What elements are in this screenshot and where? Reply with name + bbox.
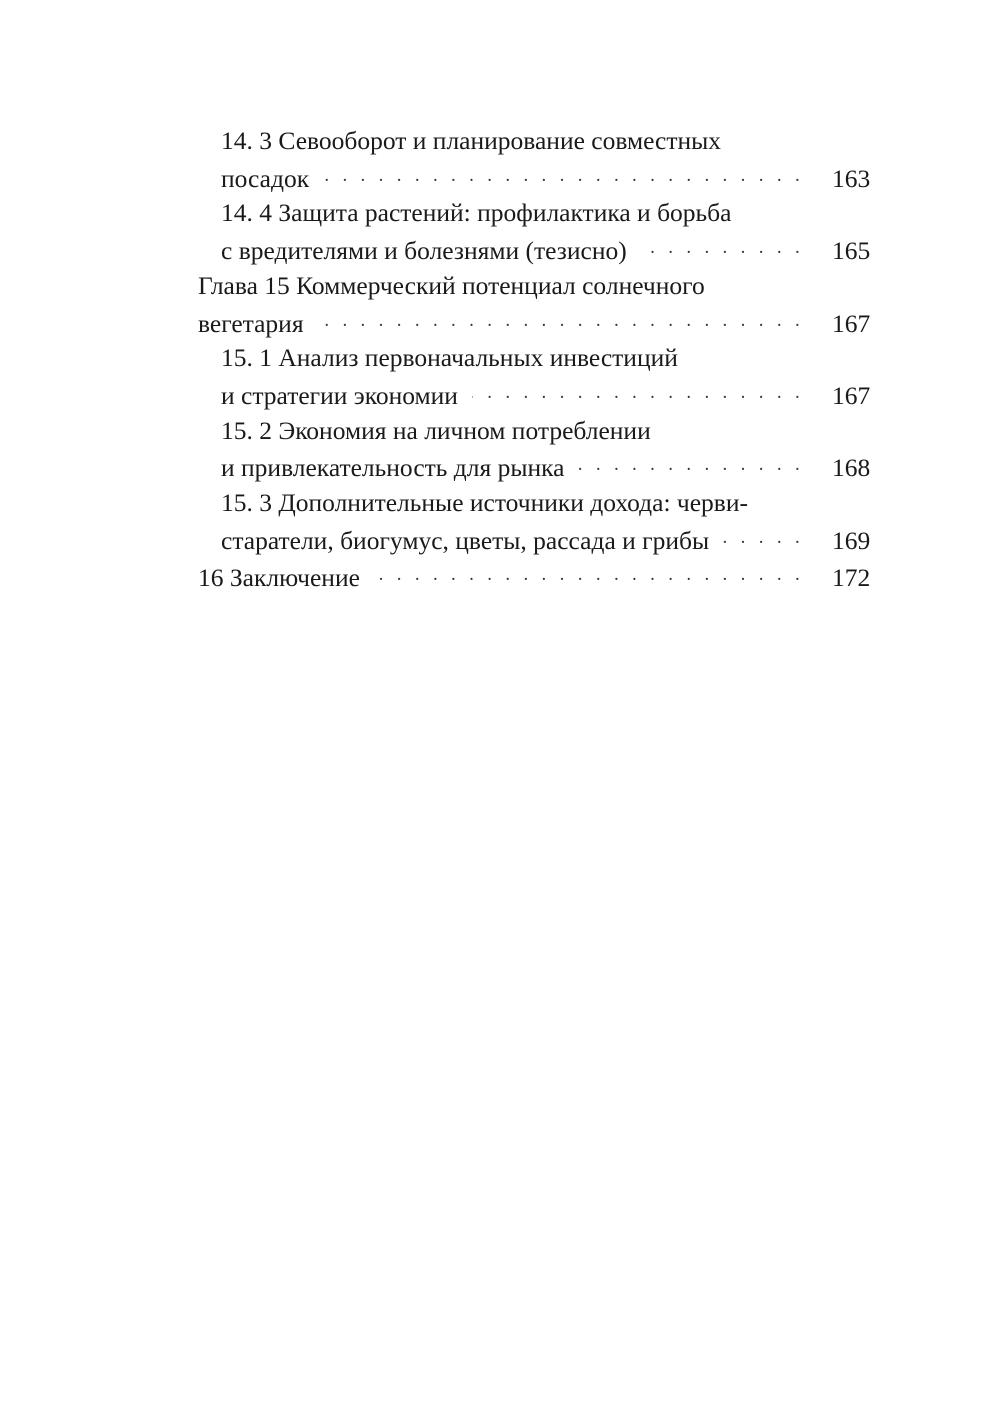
toc-entry-title-continued: вегетария — [198, 308, 304, 338]
toc-entry-title: 15. 1 Анализ первоначальных инвестиций — [221, 343, 678, 373]
toc-page-number: 167 — [832, 308, 871, 338]
toc-page-number: 165 — [832, 236, 871, 266]
dot-leader — [318, 304, 804, 332]
toc-entry-title: 15. 2 Экономия на личном потреблении — [221, 415, 651, 445]
toc-page-number: 167 — [832, 380, 871, 410]
toc-entry[interactable] — [198, 558, 870, 596]
dot-leader — [374, 558, 804, 586]
toc-entry[interactable] — [198, 414, 870, 486]
toc-entry-title: 16 Заключение — [198, 563, 360, 593]
toc-entry[interactable] — [198, 341, 870, 413]
toc-entry[interactable] — [198, 269, 870, 341]
dot-leader — [578, 448, 804, 476]
toc-entry-title: 14. 4 Защита растений: профилактика и борьба — [221, 198, 732, 228]
toc-entry-title: 15. 3 Дополнительные источники дохода: черви- — [221, 488, 748, 518]
toc-entry-title-continued: старатели, биогумус, цветы, рассада и грибы — [221, 525, 710, 555]
toc-entry-title-continued: с вредителями и болезнями (тезисно) — [221, 236, 627, 266]
table-of-contents — [198, 124, 870, 596]
toc-entry-title-continued: и стратегии экономии — [221, 380, 458, 410]
toc-entry-title: Глава 15 Коммерческий потенциал солнечного — [198, 270, 705, 300]
toc-page-number: 168 — [832, 453, 871, 483]
toc-entry[interactable] — [198, 196, 870, 268]
dot-leader — [323, 159, 804, 187]
toc-entry-title-continued: посадок — [221, 163, 310, 193]
toc-page-number: 172 — [832, 563, 871, 593]
dot-leader — [723, 521, 804, 549]
dot-leader — [472, 376, 804, 404]
toc-entry[interactable] — [198, 124, 870, 196]
dot-leader — [641, 231, 804, 259]
toc-entry-title-continued: и привлекательность для рынка — [221, 453, 565, 483]
toc-page-number: 163 — [832, 163, 871, 193]
toc-entry[interactable] — [198, 486, 870, 558]
toc-page-number: 169 — [832, 525, 871, 555]
toc-entry-title: 14. 3 Севооборот и планирование совместных — [221, 126, 722, 155]
